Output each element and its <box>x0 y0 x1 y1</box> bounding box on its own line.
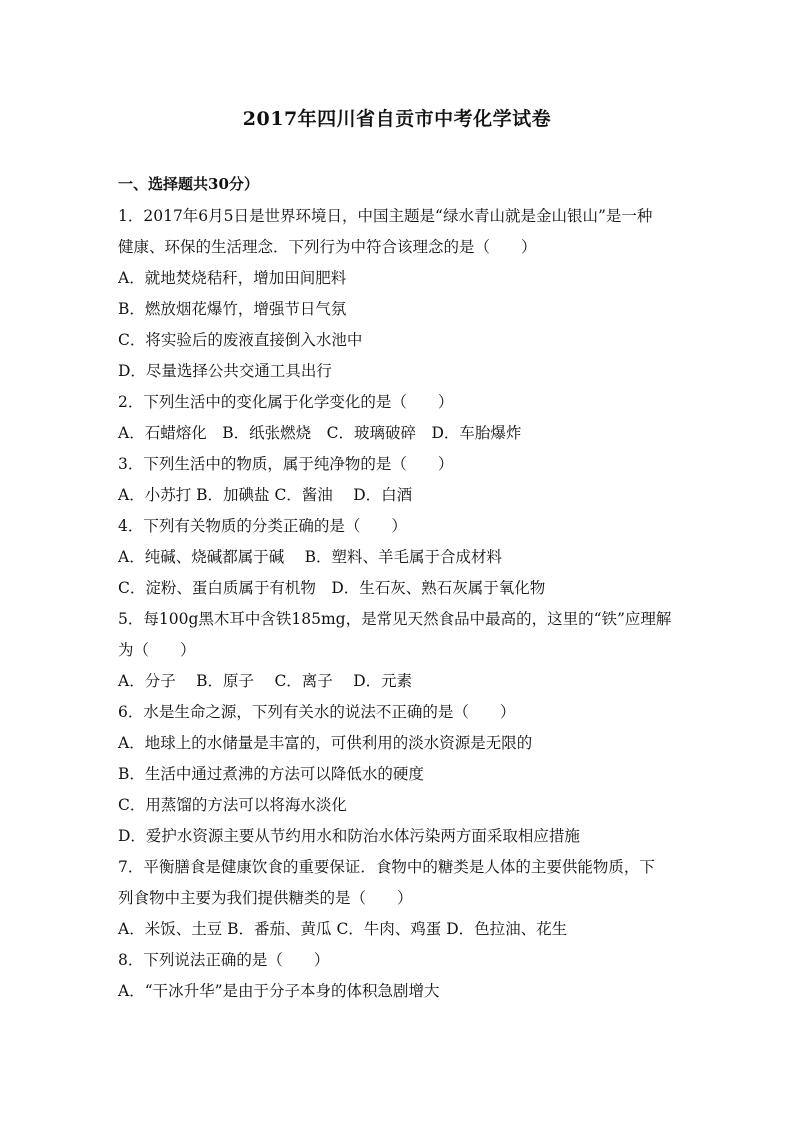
question-1-option-d: D．尽量选择公共交通工具出行 <box>118 362 332 380</box>
question-7-options: A．米饭、土豆 B．番茄、黄瓜 C．牛肉、鸡蛋 D．色拉油、花生 <box>118 920 568 938</box>
question-stem-4: 4．下列有关物质的分类正确的是（ ） <box>118 517 407 535</box>
question-3-options: A．小苏打 B．加碘盐 C．酱油 D．白酒 <box>118 486 413 504</box>
question-stem-8: 8．下列说法正确的是（ ） <box>118 951 330 969</box>
section-heading: 一、选择题共30分） <box>118 175 259 193</box>
question-5-options: A．分子 B．原子 C．离子 D．元素 <box>118 672 413 690</box>
question-stem-7-cont: 列食物中主要为我们提供糖类的是（ ） <box>118 889 413 907</box>
question-4-options-cd: C．淀粉、蛋白质属于有机物 D．生石灰、熟石灰属于氧化物 <box>118 579 546 597</box>
question-stem-1: 1．2017年6月5日是世界环境日，中国主题是“绿水青山就是金山银山”是一种 <box>118 207 653 225</box>
question-stem-7: 7．平衡膳食是健康饮食的重要保证．食物中的糖类是人体的主要供能物质，下 <box>118 858 655 876</box>
question-8-option-a: A．“干冰升华”是由于分子本身的体积急剧增大 <box>118 982 440 1000</box>
question-6-option-d: D．爱护水资源主要从节约用水和防治水体污染两方面采取相应措施 <box>118 827 580 845</box>
question-4-options-ab: A．纯碱、烧碱都属于碱 B．塑料、羊毛属于合成材料 <box>118 548 503 566</box>
question-stem-5-cont: 为（ ） <box>118 641 196 659</box>
question-6-option-a: A．地球上的水储量是丰富的，可供利用的淡水资源是无限的 <box>118 734 533 752</box>
question-stem-1-cont: 健康、环保的生活理念．下列行为中符合该理念的是（ ） <box>118 238 537 256</box>
question-list <box>118 201 684 1007</box>
question-stem-6: 6．水是生命之源，下列有关水的说法不正确的是（ ） <box>118 703 516 721</box>
question-1-option-c: C．将实验后的废液直接倒入水池中 <box>118 331 363 349</box>
question-stem-2: 2．下列生活中的变化属于化学变化的是（ ） <box>118 393 454 411</box>
exam-title: 2017年四川省自贡市中考化学试卷 <box>242 108 552 130</box>
question-6-option-c: C．用蒸馏的方法可以将海水淡化 <box>118 796 347 814</box>
question-2-options: A．石蜡熔化 B．纸张燃烧 C．玻璃破碎 D．车胎爆炸 <box>118 424 522 442</box>
question-6-option-b: B．生活中通过煮沸的方法可以降低水的硬度 <box>118 765 424 783</box>
question-stem-5: 5．每100g黑木耳中含铁185mg，是常见天然食品中最高的，这里的“铁”应理解 <box>118 610 672 628</box>
question-1-option-a: A．就地焚烧秸秆，增加田间肥料 <box>118 269 347 287</box>
question-stem-3: 3．下列生活中的物质，属于纯净物的是（ ） <box>118 455 454 473</box>
question-1-option-b: B．燃放烟花爆竹，增强节日气氛 <box>118 300 347 318</box>
